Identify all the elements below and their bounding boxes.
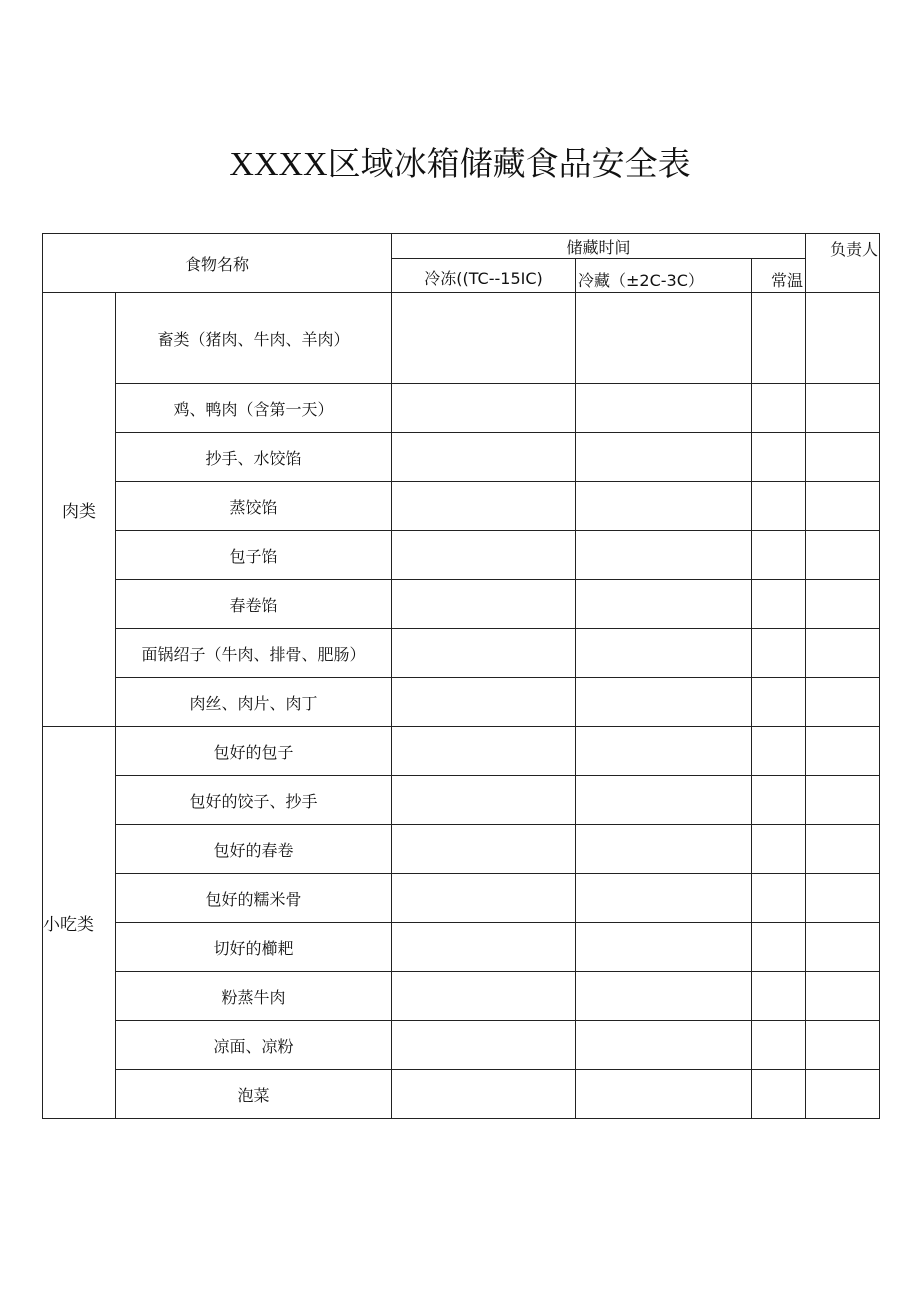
header-frozen: 冷冻((TC--15IC) bbox=[392, 259, 576, 293]
table-row bbox=[43, 1021, 880, 1070]
table-row bbox=[43, 384, 880, 433]
responsible-cell[interactable] bbox=[806, 384, 880, 433]
category-cell: 小吃类 bbox=[43, 727, 116, 1119]
frozen-cell[interactable] bbox=[392, 580, 576, 629]
table-row bbox=[43, 293, 880, 384]
room-temp-cell[interactable] bbox=[752, 293, 806, 384]
refrigerated-cell[interactable] bbox=[576, 678, 752, 727]
food-item-cell: 凉面、凉粉 bbox=[116, 1021, 392, 1070]
refrigerated-cell[interactable] bbox=[576, 384, 752, 433]
frozen-cell[interactable] bbox=[392, 1021, 576, 1070]
responsible-cell[interactable] bbox=[806, 678, 880, 727]
frozen-cell[interactable] bbox=[392, 629, 576, 678]
food-item-cell: 粉蒸牛肉 bbox=[116, 972, 392, 1021]
title-prefix: XXXX bbox=[229, 146, 328, 183]
frozen-cell[interactable] bbox=[392, 972, 576, 1021]
frozen-cell[interactable] bbox=[392, 923, 576, 972]
frozen-cell[interactable] bbox=[392, 433, 576, 482]
refrigerated-cell[interactable] bbox=[576, 825, 752, 874]
refrigerated-cell[interactable] bbox=[576, 433, 752, 482]
header-storage-time: 储藏时间 bbox=[392, 234, 806, 259]
refrigerated-cell[interactable] bbox=[576, 629, 752, 678]
frozen-cell[interactable] bbox=[392, 531, 576, 580]
room-temp-cell[interactable] bbox=[752, 776, 806, 825]
food-item-cell: 包子馅 bbox=[116, 531, 392, 580]
category-cell: 肉类 bbox=[43, 293, 116, 727]
refrigerated-cell[interactable] bbox=[576, 727, 752, 776]
room-temp-cell[interactable] bbox=[752, 629, 806, 678]
room-temp-cell[interactable] bbox=[752, 433, 806, 482]
food-item-cell: 鸡、鸭肉（含第一天） bbox=[116, 384, 392, 433]
food-item-cell: 包好的春卷 bbox=[116, 825, 392, 874]
title-suffix: 区域冰箱储藏食品安全表 bbox=[327, 144, 691, 183]
room-temp-cell[interactable] bbox=[752, 531, 806, 580]
refrigerated-cell[interactable] bbox=[576, 531, 752, 580]
food-item-cell: 包好的饺子、抄手 bbox=[116, 776, 392, 825]
food-item-cell: 包好的糯米骨 bbox=[116, 874, 392, 923]
room-temp-cell[interactable] bbox=[752, 825, 806, 874]
frozen-cell[interactable] bbox=[392, 1070, 576, 1119]
header-food-name: 食物名称 bbox=[43, 234, 392, 293]
food-item-cell: 畜类（猪肉、牛肉、羊肉） bbox=[116, 293, 392, 384]
room-temp-cell[interactable] bbox=[752, 580, 806, 629]
frozen-cell[interactable] bbox=[392, 482, 576, 531]
refrigerated-cell[interactable] bbox=[576, 1070, 752, 1119]
refrigerated-cell[interactable] bbox=[576, 482, 752, 531]
responsible-cell[interactable] bbox=[806, 629, 880, 678]
table-row bbox=[43, 923, 880, 972]
responsible-cell[interactable] bbox=[806, 923, 880, 972]
responsible-cell[interactable] bbox=[806, 874, 880, 923]
room-temp-cell[interactable] bbox=[752, 874, 806, 923]
responsible-cell[interactable] bbox=[806, 825, 880, 874]
food-item-cell: 蒸饺馅 bbox=[116, 482, 392, 531]
room-temp-cell[interactable] bbox=[752, 1021, 806, 1070]
responsible-cell[interactable] bbox=[806, 433, 880, 482]
table-row bbox=[43, 531, 880, 580]
frozen-cell[interactable] bbox=[392, 678, 576, 727]
table-row bbox=[43, 727, 880, 776]
frozen-cell[interactable] bbox=[392, 776, 576, 825]
room-temp-cell[interactable] bbox=[752, 1070, 806, 1119]
table-row bbox=[43, 1070, 880, 1119]
refrigerated-cell[interactable] bbox=[576, 580, 752, 629]
refrigerated-cell[interactable] bbox=[576, 923, 752, 972]
table-row bbox=[43, 629, 880, 678]
food-storage-table bbox=[42, 233, 880, 1119]
frozen-cell[interactable] bbox=[392, 874, 576, 923]
header-refrigerated: 冷藏（±2C-3C） bbox=[576, 259, 752, 293]
food-item-cell: 肉丝、肉片、肉丁 bbox=[116, 678, 392, 727]
food-item-cell: 切好的櫛耙 bbox=[116, 923, 392, 972]
responsible-cell[interactable] bbox=[806, 482, 880, 531]
refrigerated-cell[interactable] bbox=[576, 972, 752, 1021]
page-title bbox=[0, 138, 920, 185]
food-item-cell: 面锅绍子（牛肉、排骨、肥肠） bbox=[116, 629, 392, 678]
table-row bbox=[43, 874, 880, 923]
room-temp-cell[interactable] bbox=[752, 678, 806, 727]
table-row bbox=[43, 972, 880, 1021]
food-item-cell: 包好的包子 bbox=[116, 727, 392, 776]
room-temp-cell[interactable] bbox=[752, 482, 806, 531]
room-temp-cell[interactable] bbox=[752, 923, 806, 972]
responsible-cell[interactable] bbox=[806, 727, 880, 776]
responsible-cell[interactable] bbox=[806, 1021, 880, 1070]
refrigerated-cell[interactable] bbox=[576, 1021, 752, 1070]
frozen-cell[interactable] bbox=[392, 384, 576, 433]
table-row bbox=[43, 678, 880, 727]
responsible-cell[interactable] bbox=[806, 776, 880, 825]
room-temp-cell[interactable] bbox=[752, 384, 806, 433]
responsible-cell[interactable] bbox=[806, 293, 880, 384]
food-item-cell: 抄手、水饺馅 bbox=[116, 433, 392, 482]
room-temp-cell[interactable] bbox=[752, 972, 806, 1021]
table-row bbox=[43, 482, 880, 531]
frozen-cell[interactable] bbox=[392, 825, 576, 874]
frozen-cell[interactable] bbox=[392, 727, 576, 776]
food-item-cell: 春卷馅 bbox=[116, 580, 392, 629]
room-temp-cell[interactable] bbox=[752, 727, 806, 776]
table-row bbox=[43, 776, 880, 825]
table-row bbox=[43, 825, 880, 874]
table-row bbox=[43, 433, 880, 482]
food-item-cell: 泡菜 bbox=[116, 1070, 392, 1119]
responsible-cell[interactable] bbox=[806, 531, 880, 580]
responsible-cell[interactable] bbox=[806, 972, 880, 1021]
header-responsible: 负责人 bbox=[806, 234, 880, 293]
header-room-temp: 常温 bbox=[752, 259, 806, 293]
refrigerated-cell[interactable] bbox=[576, 776, 752, 825]
refrigerated-cell[interactable] bbox=[576, 874, 752, 923]
table-row bbox=[43, 580, 880, 629]
responsible-cell[interactable] bbox=[806, 580, 880, 629]
responsible-cell[interactable] bbox=[806, 1070, 880, 1119]
frozen-cell[interactable] bbox=[392, 293, 576, 384]
refrigerated-cell[interactable] bbox=[576, 293, 752, 384]
